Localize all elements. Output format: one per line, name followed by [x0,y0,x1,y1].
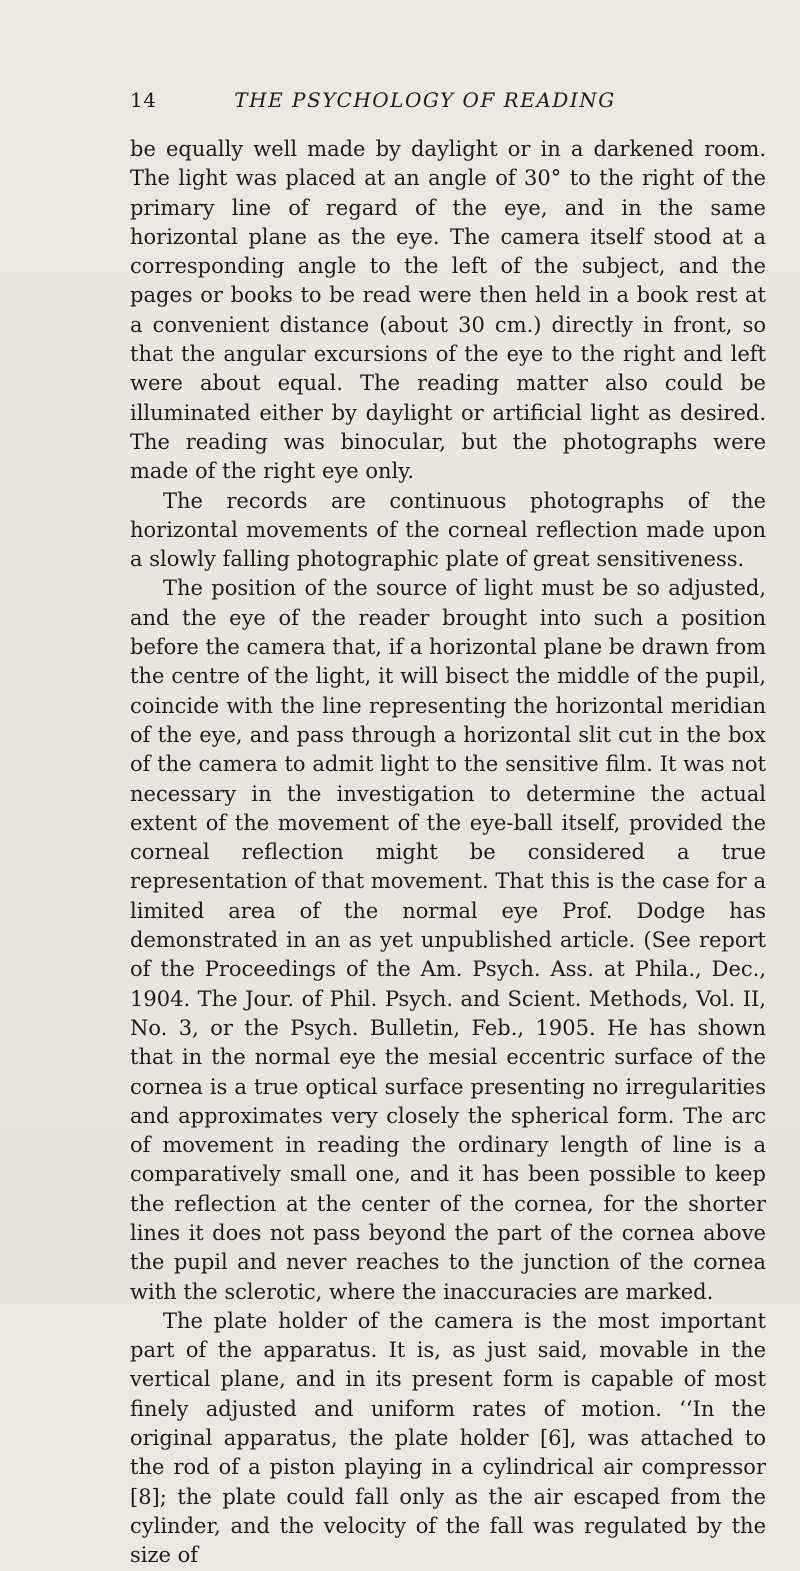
running-title: THE PSYCHOLOGY OF READING [234,88,616,112]
page-number: 14 [130,88,157,112]
paragraph: The position of the source of light must be so adjusted, and the eye of the reader brought into such a position before the camera that, if a horizontal plane be drawn from the centre of the light, it will bisect the middle of the pupil, coincide with the line representing the horizontal meridian of the eye, and pass through a horizontal slit cut in the box of the camera to admit light to the sensitive film. It was not necessary in the investigation to determine the actual extent of the movement of the eye-ball itself, provided the corneal reflection might be considered a true representation of that movement. That this is the case for a limited area of the normal eye Prof. Dodge has demonstrated in an as yet unpublished article. (See report of the Proceedings of the Am. Psych. Ass. at Phila., Dec., 1904. The Jour. of Phil. Psych. and Scient. Methods, Vol. II, No. 3, or the Psych. Bulletin, Feb., 1905. He has shown that in the normal eye the mesial eccentric surface of the cornea is a true optical surface presenting no irregularities and approximates very closely the spherical form. The arc of movement in reading the ordinary length of line is a comparatively small one, and it has been possible to keep the reflection at the center of the cornea, for the shorter lines it does not pass beyond the part of the cornea above the pupil and never reaches to the junction of the cornea with the sclerotic, where the inaccuracies are marked. [130,576,766,1304]
page-header [130,88,720,118]
paragraph: The plate holder of the camera is the most important part of the apparatus. It is, as just said, movable in the vertical plane, and in its present form is capable of most finely adjusted and uniform rates of motion. ‘‘In the original apparatus, the plate holder [6], was attached to the rod of a piston playing in a cylindrical air compressor [8]; the plate could fall only as the air escaped from the cylinder, and the velocity of the fall was regulated by the size of [130,1308,766,1568]
body-text [130,135,766,1571]
paragraph: The records are continuous photographs of the horizontal movements of the corneal reflection made upon a slowly falling photographic plate of great sensitiveness. [130,488,766,572]
paragraph: be equally well made by daylight or in a darkened room. The light was placed at an angle of 30° to the right of the primary line of regard of the eye, and in the same horizontal plane as the eye. The camera itself stood at a corresponding angle to the left of the subject, and the pages or books to be read were then held in a book rest at a convenient distance (about 30 cm.) directly in front, so that the angular excursions of the eye to the right and left were about equal. The reading matter also could be illuminated either by daylight or artificial light as desired. The reading was binocular, but the photographs were made of the right eye only. [130,137,766,484]
